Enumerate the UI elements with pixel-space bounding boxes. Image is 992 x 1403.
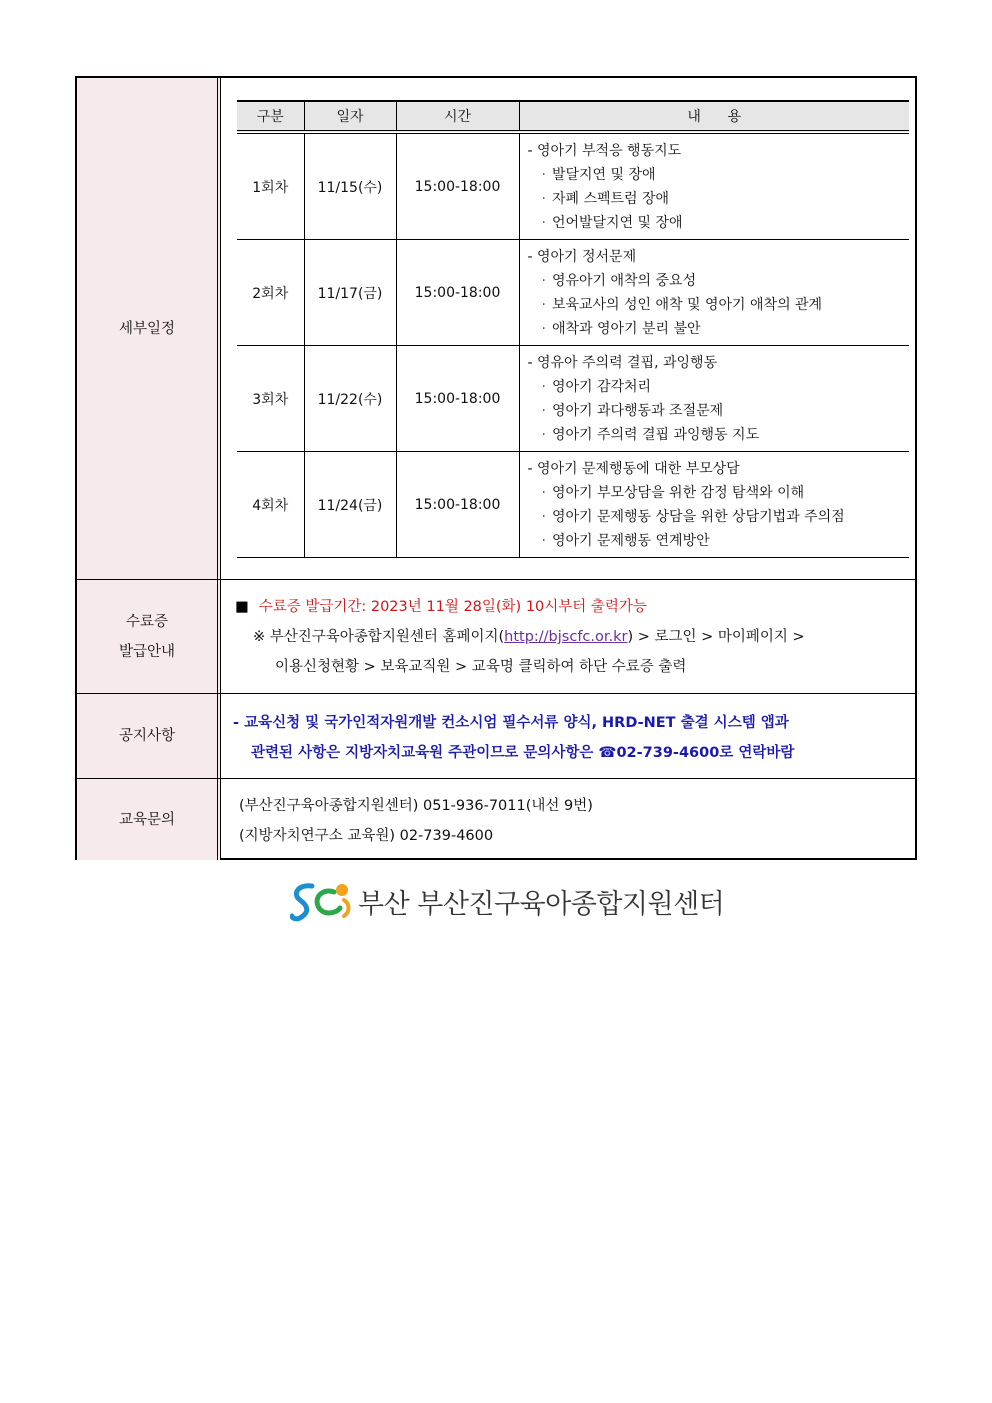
table-row [237,346,909,452]
bullet-dot-icon: · [541,166,546,183]
certificate-content [225,580,915,693]
content-item: · 영유아기 애착의 중요성 [541,272,697,289]
notice-line1: - 교육신청 및 국가인적자원개발 컨소시엄 필수서류 양식, HRD-NET 출결 시스템 앱과 [233,715,789,731]
inquiry-label: 교육문의 [77,779,221,860]
notice-line2: 관련된 사항은 지방자치교육원 주관이므로 문의사항은 ☎02-739-4600로 연락바람 [251,745,795,761]
bullet-dot-icon: · [541,532,546,549]
content-item: · 언어발달지연 및 장애 [541,214,683,231]
session-cell: 4회차 [237,452,304,558]
content-item: · 발달지연 및 장애 [541,166,656,183]
bullet-dot-icon: · [541,426,546,443]
time-cell: 15:00-18:00 [396,452,519,558]
schedule-row [77,78,915,580]
bullet-dot-icon: · [541,190,546,207]
content-item: · 영아기 과다행동과 조절문제 [541,402,724,419]
period-text: 수료증 발급기간: 2023년 11월 28일(화) 10시부터 출력가능 [258,599,647,615]
content-item: · 영아기 문제행동 상담을 위한 상담기법과 주의점 [541,508,845,525]
bullet-dot-icon: · [541,320,546,337]
footer [290,878,724,924]
table-row [237,240,909,346]
date-cell: 11/15(수) [304,132,396,240]
content-title: - 영아기 정서문제 [527,248,637,265]
bullet-dot-icon: · [541,402,546,419]
bullet-dot-icon: · [541,296,546,313]
date-cell: 11/17(금) [304,240,396,346]
content-title: - 영아기 문제행동에 대한 부모상담 [527,460,740,477]
schedule-content [225,78,915,579]
bullet-dot-icon: · [541,272,546,289]
bullet-dot-icon: · [541,484,546,501]
content-title: - 영유아 주의력 결핍, 과잉행동 [527,354,718,371]
header-time: 시간 [396,101,519,132]
session-cell: 2회차 [237,240,304,346]
content-item: · 영아기 문제행동 연계방안 [541,532,710,549]
certificate-label-line2: 발급안내 [118,643,176,660]
date-cell: 11/22(수) [304,346,396,452]
notice-content [225,694,915,778]
certificate-period [235,596,805,618]
bullet-dot-icon: · [541,214,546,231]
notice-row [77,694,915,779]
time-cell: 15:00-18:00 [396,132,519,240]
content-item: · 보육교사의 성인 애착 및 영아기 애착의 관계 [541,296,823,313]
schedule-header-row [237,101,909,132]
time-cell: 15:00-18:00 [396,346,519,452]
certificate-note: ※ 부산진구육아종합지원센터 홈페이지(http://bjscfc.or.kr) > 로그인 > 마이페이지 > [253,629,805,645]
bullet-dot-icon: · [541,508,546,525]
time-cell: 15:00-18:00 [396,240,519,346]
content-cell [519,346,909,452]
inquiry-line1: (부산진구육아종합지원센터) 051-936-7011(내선 9번) [239,798,593,814]
certificate-note-line2: 이용신청현황 > 보육교직원 > 교육명 클릭하여 하단 수료증 출력 [275,659,687,675]
content-item: · 영아기 주의력 결핍 과잉행동 지도 [541,426,760,443]
content-item: · 영아기 감각처리 [541,378,652,395]
square-bullet-icon: ■ [235,599,249,615]
session-cell: 3회차 [237,346,304,452]
bjscfc-logo-icon [290,878,354,924]
content-title: - 영아기 부적응 행동지도 [527,142,682,159]
certificate-label-line1: 수료증 [125,613,169,630]
bullet-dot-icon: · [541,378,546,395]
org-name: 부산 부산진구육아종합지원센터 [358,888,725,920]
content-cell [519,240,909,346]
inquiry-row [77,779,915,860]
session-cell: 1회차 [237,132,304,240]
schedule-table [237,100,909,558]
content-item: · 영아기 부모상담을 위한 감정 탐색와 이해 [541,484,805,501]
header-session: 구분 [237,101,304,132]
content-cell [519,132,909,240]
header-content: 내 용 [519,101,909,132]
homepage-link[interactable]: http://bjscfc.or.kr [504,629,628,645]
certificate-label [77,580,221,693]
content-item: · 자폐 스펙트럼 장애 [541,190,670,207]
info-table [75,76,917,860]
schedule-label: 세부일정 [77,78,221,579]
date-cell: 11/24(금) [304,452,396,558]
certificate-row [77,580,915,694]
content-cell [519,452,909,558]
inquiry-line2: (지방자치연구소 교육원) 02-739-4600 [239,828,494,844]
content-item: · 애착과 영아기 분리 불안 [541,320,701,337]
table-row [237,132,909,240]
header-date: 일자 [304,101,396,132]
table-row [237,452,909,558]
notice-label: 공지사항 [77,694,221,778]
inquiry-content [225,779,915,860]
